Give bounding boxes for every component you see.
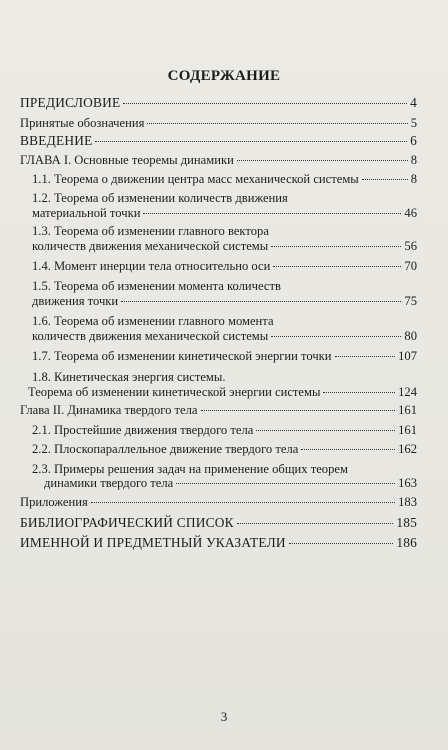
toc-entry-text-cont: количеств движения механической системы bbox=[32, 238, 269, 253]
toc-page-number: 70 bbox=[404, 259, 417, 274]
leader-dots bbox=[271, 246, 401, 247]
toc-entry-2-3[interactable] bbox=[20, 462, 417, 491]
leader-dots bbox=[121, 301, 401, 302]
leader-dots bbox=[271, 336, 401, 337]
toc-entry-text: 2.2. Плоскопараллельное движение твердого тела bbox=[32, 442, 299, 457]
leader-dots bbox=[289, 543, 394, 544]
toc-entry-preface[interactable] bbox=[20, 96, 417, 111]
toc-entry-text: ИМЕННОЙ И ПРЕДМЕТНЫЙ УКАЗАТЕЛИ bbox=[20, 535, 286, 551]
toc-entry-1-5[interactable] bbox=[20, 279, 417, 308]
toc-entry-1-2[interactable] bbox=[20, 191, 417, 220]
leader-dots bbox=[301, 449, 395, 450]
toc-entry-text: БИБЛИОГРАФИЧЕСКИЙ СПИСОК bbox=[20, 514, 234, 530]
toc-entry-appendices[interactable] bbox=[20, 495, 417, 510]
toc-entry-text: ВВЕДЕНИЕ bbox=[20, 133, 93, 149]
leader-dots bbox=[143, 213, 401, 214]
toc-entry-text: 1.1. Теорема о движении центра масс механической системы bbox=[32, 172, 359, 187]
toc-page-number: 4 bbox=[410, 95, 417, 110]
toc-entry-text-cont: материальной точки bbox=[32, 205, 141, 220]
leader-dots bbox=[201, 410, 396, 411]
toc-entry-text: 2.3. Примеры решения задач на применение общих теорем bbox=[32, 461, 348, 476]
toc-entry-2-2[interactable] bbox=[20, 442, 417, 457]
toc-entry-text-cont: Теорема об изменении кинетической энергии системы bbox=[28, 384, 321, 399]
leader-dots bbox=[335, 356, 396, 357]
toc-page-number: 56 bbox=[404, 238, 417, 253]
toc-page-number: 163 bbox=[398, 476, 417, 491]
leader-dots bbox=[237, 160, 408, 161]
toc-entry-chapter-2[interactable] bbox=[20, 403, 417, 418]
toc-entry-1-8[interactable] bbox=[20, 370, 417, 399]
toc-entry-text: ПРЕДИСЛОВИЕ bbox=[20, 95, 121, 110]
toc-page-number: 80 bbox=[404, 328, 417, 343]
leader-dots bbox=[362, 179, 408, 180]
leader-dots bbox=[176, 483, 395, 484]
toc-page-number: 186 bbox=[396, 535, 417, 551]
leader-dots bbox=[256, 430, 395, 431]
toc-entry-text: 1.4. Момент инерции тела относительно оси bbox=[32, 259, 271, 274]
leader-dots bbox=[147, 123, 407, 124]
toc-page-number: 6 bbox=[410, 133, 417, 149]
toc-entry-1-4[interactable] bbox=[20, 259, 417, 274]
toc-page-number: 8 bbox=[410, 152, 417, 167]
leader-dots bbox=[91, 502, 395, 503]
toc-entry-bibliography[interactable] bbox=[20, 516, 417, 531]
toc-entry-text-cont: движения точки bbox=[32, 293, 119, 308]
toc-page-number: 46 bbox=[404, 205, 417, 220]
leader-dots bbox=[323, 392, 395, 393]
toc-entry-text-cont: количеств движения механической системы bbox=[32, 328, 269, 343]
toc-entry-1-1[interactable] bbox=[20, 172, 417, 187]
toc-page-number: 107 bbox=[398, 349, 417, 364]
leader-dots bbox=[95, 141, 407, 142]
page-title: СОДЕРЖАНИЕ bbox=[167, 68, 281, 84]
leader-dots bbox=[273, 266, 401, 267]
toc-entry-text: 1.6. Теорема об изменении главного момента bbox=[32, 314, 274, 329]
page-number: 3 bbox=[220, 709, 228, 724]
toc-page-number: 124 bbox=[398, 384, 417, 399]
toc-entry-index[interactable] bbox=[20, 536, 417, 551]
table-of-contents bbox=[20, 96, 417, 551]
toc-page-number: 183 bbox=[398, 495, 417, 510]
toc-entry-1-6[interactable] bbox=[20, 314, 417, 343]
toc-entry-text-cont: динамики твердого тела bbox=[44, 476, 174, 491]
toc-page-number: 185 bbox=[396, 514, 417, 530]
toc-page-number: 5 bbox=[410, 115, 417, 130]
toc-entry-text: 2.1. Простейшие движения твердого тела bbox=[32, 422, 254, 437]
toc-entry-text: 1.3. Теорема об изменении главного вектора bbox=[32, 224, 269, 239]
toc-entry-text: 1.7. Теорема об изменении кинетической энергии точки bbox=[32, 349, 332, 364]
toc-entry-text: 1.8. Кинетическая энергия системы. bbox=[32, 369, 226, 384]
toc-entry-text: ГЛАВА I. Основные теоремы динамики bbox=[20, 152, 234, 167]
toc-entry-2-1[interactable] bbox=[20, 423, 417, 438]
toc-entry-text: Принятые обозначения bbox=[20, 115, 145, 130]
toc-page-number: 162 bbox=[398, 442, 417, 457]
toc-page-number: 161 bbox=[398, 422, 417, 437]
leader-dots bbox=[123, 103, 407, 104]
toc-entry-1-7[interactable] bbox=[20, 349, 417, 364]
toc-entry-text: 1.5. Теорема об изменении момента количеств bbox=[32, 278, 281, 293]
toc-entry-notation[interactable] bbox=[20, 116, 417, 131]
toc-page-number: 8 bbox=[410, 172, 417, 187]
leader-dots bbox=[237, 523, 394, 524]
toc-entry-introduction[interactable] bbox=[20, 134, 417, 149]
toc-entry-text: Приложения bbox=[20, 495, 88, 510]
toc-entry-1-3[interactable] bbox=[20, 224, 417, 253]
toc-entry-text: Глава II. Динамика твердого тела bbox=[20, 403, 198, 418]
toc-entry-chapter-1[interactable] bbox=[20, 153, 417, 168]
toc-page-number: 161 bbox=[398, 403, 417, 418]
toc-entry-text: 1.2. Теорема об изменении количеств движения bbox=[32, 190, 288, 205]
toc-page-number: 75 bbox=[404, 293, 417, 308]
